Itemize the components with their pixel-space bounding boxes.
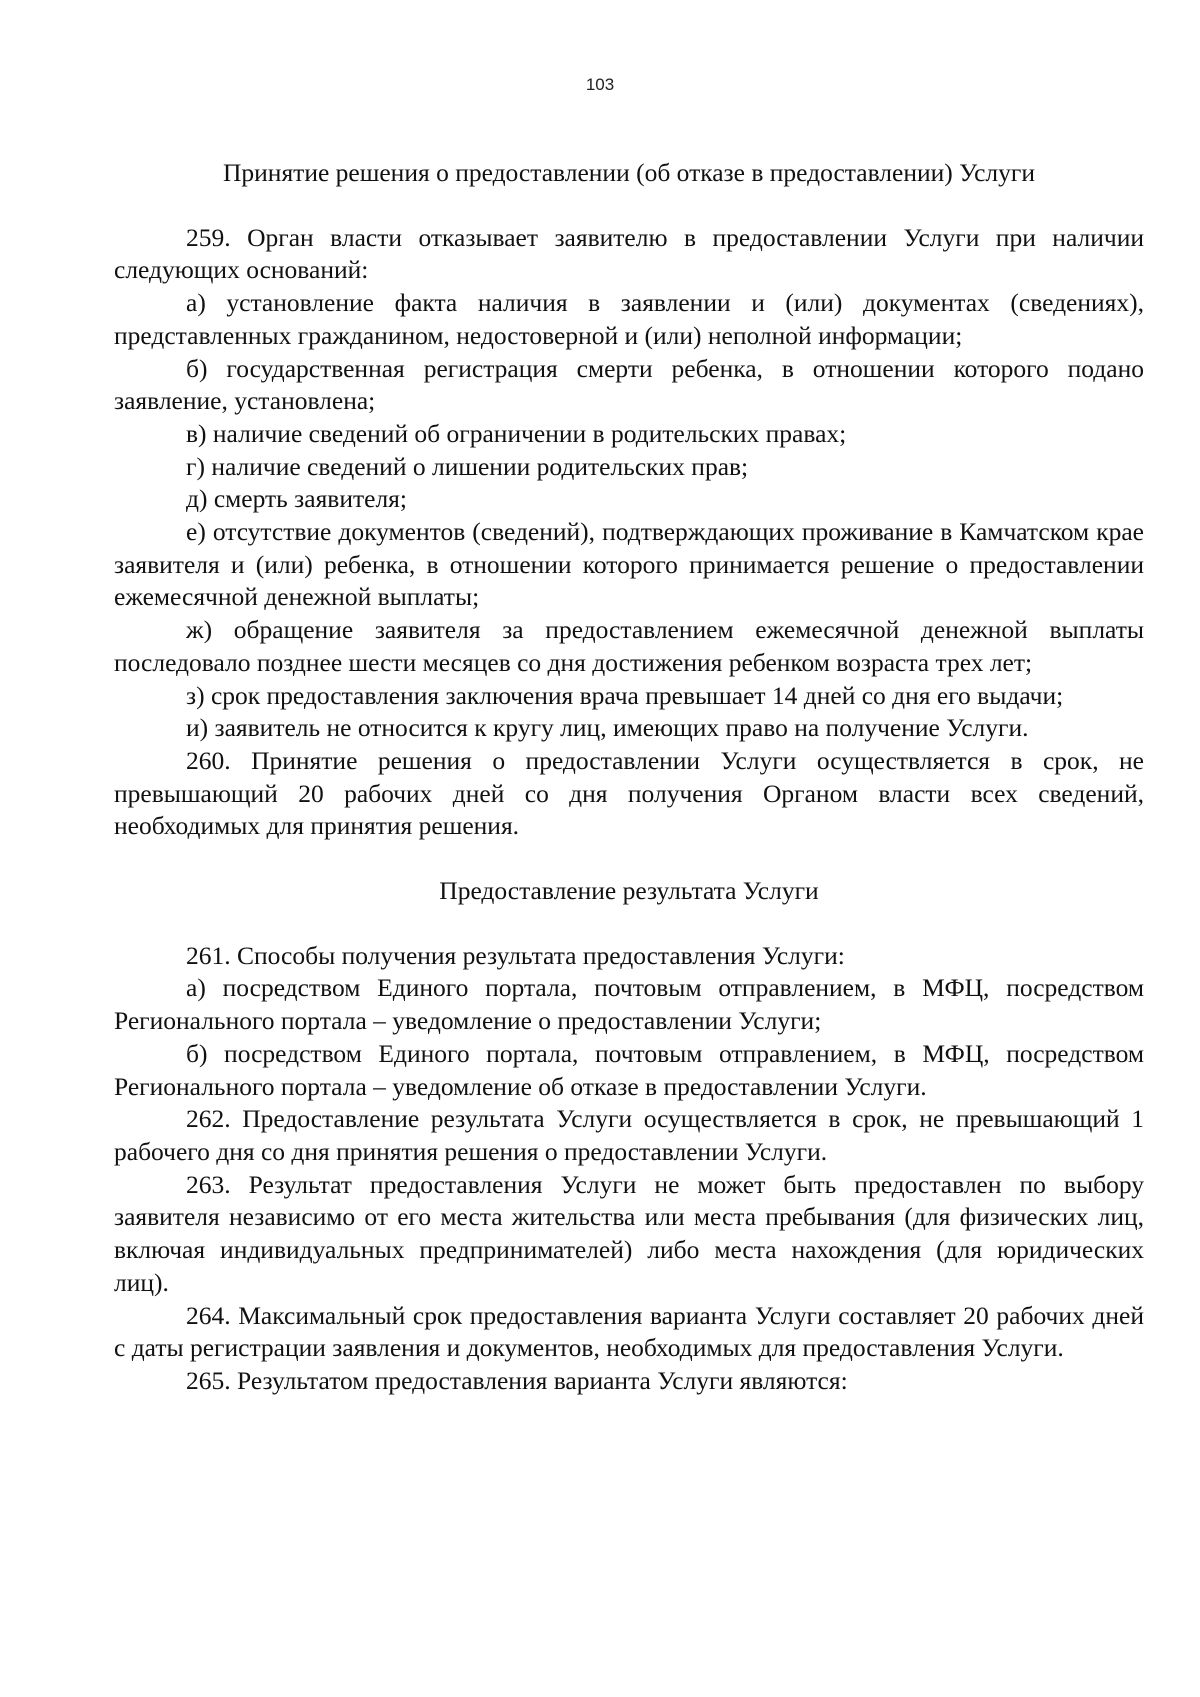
paragraph-261: 261. Способы получения результата предоставления Услуги:: [186, 940, 845, 970]
list-item-b: б) государственная регистрация смерти ребенка, в отношении которого подано заявление, установлена;: [114, 353, 1144, 416]
page-number: 103: [585, 75, 615, 94]
list-item-a: а) установление факта наличия в заявлении и (или) документах (сведениях), представленных гражданином, недостоверной и (или) неполной информации;: [114, 288, 1144, 350]
section-heading-decision: Принятие решения о предоставлении (об отказе в предоставлении) Услуги: [222, 158, 1036, 187]
list-item-v: в) наличие сведений об ограничении в родительских правах;: [186, 418, 847, 448]
document-body: [114, 157, 1144, 1398]
paragraph-264: 264. Максимальный срок предоставления варианта Услуги составляет 20 рабочих дней с даты регистрации заявления и документов, необходимых для предоставления Услуги.: [114, 1300, 1144, 1363]
list-item-g: г) наличие сведений о лишении родительских прав;: [186, 451, 749, 481]
list-item-z: з) срок предоставления заключения врача превышает 14 дней со дня его выдачи;: [186, 680, 1064, 710]
paragraph-263: 263. Результат предоставления Услуги не может быть предоставлен по выбору заявителя независимо от его места жительства или места пребывания (для физических лиц, включая индивидуальных предпринимателей) либо места нахождения (для юридических лиц).: [114, 1169, 1144, 1297]
paragraph-262: 262. Предоставление результата Услуги осуществляется в срок, не превышающий 1 рабочего дня со дня принятия решения о предоставлении Услуги.: [114, 1104, 1144, 1166]
list-item-b: б) посредством Единого портала, почтовым отправлением, в МФЦ, посредством Регионального портала – уведомление об отказе в предоставлении Услуги.: [114, 1038, 1144, 1101]
list-item-e: е) отсутствие документов (сведений), подтверждающих проживание в Камчатском крае заявителя и (или) ребенка, в отношении которого принимается решение о предоставлении ежемесячной денежной выплаты;: [114, 517, 1144, 612]
paragraph-260: 260. Принятие решения о предоставлении Услуги осуществляется в срок, не превышающий 20 рабочих дней со дня получения Органом власти всех сведений, необходимых для принятия решения.: [114, 745, 1144, 841]
paragraph-265: 265. Результатом предоставления варианта Услуги являются:: [186, 1365, 848, 1395]
section-heading-result: Предоставление результата Услуги: [439, 876, 819, 906]
paragraph-259: 259. Орган власти отказывает заявителю в предоставлении Услуги при наличии следующих оснований:: [114, 222, 1144, 285]
list-item-i: и) заявитель не относится к кругу лиц, имеющих право на получение Услуги.: [186, 713, 1029, 743]
list-item-a: а) посредством Единого портала, почтовым отправлением, в МФЦ, посредством Регионального портала – уведомление о предоставлении Услуги;: [114, 973, 1144, 1036]
list-item-d: д) смерть заявителя;: [186, 484, 407, 514]
list-item-zh: ж) обращение заявителя за предоставлением ежемесячной денежной выплаты последовало позднее шести месяцев со дня достижения ребенком возраста трех лет;: [114, 615, 1144, 677]
